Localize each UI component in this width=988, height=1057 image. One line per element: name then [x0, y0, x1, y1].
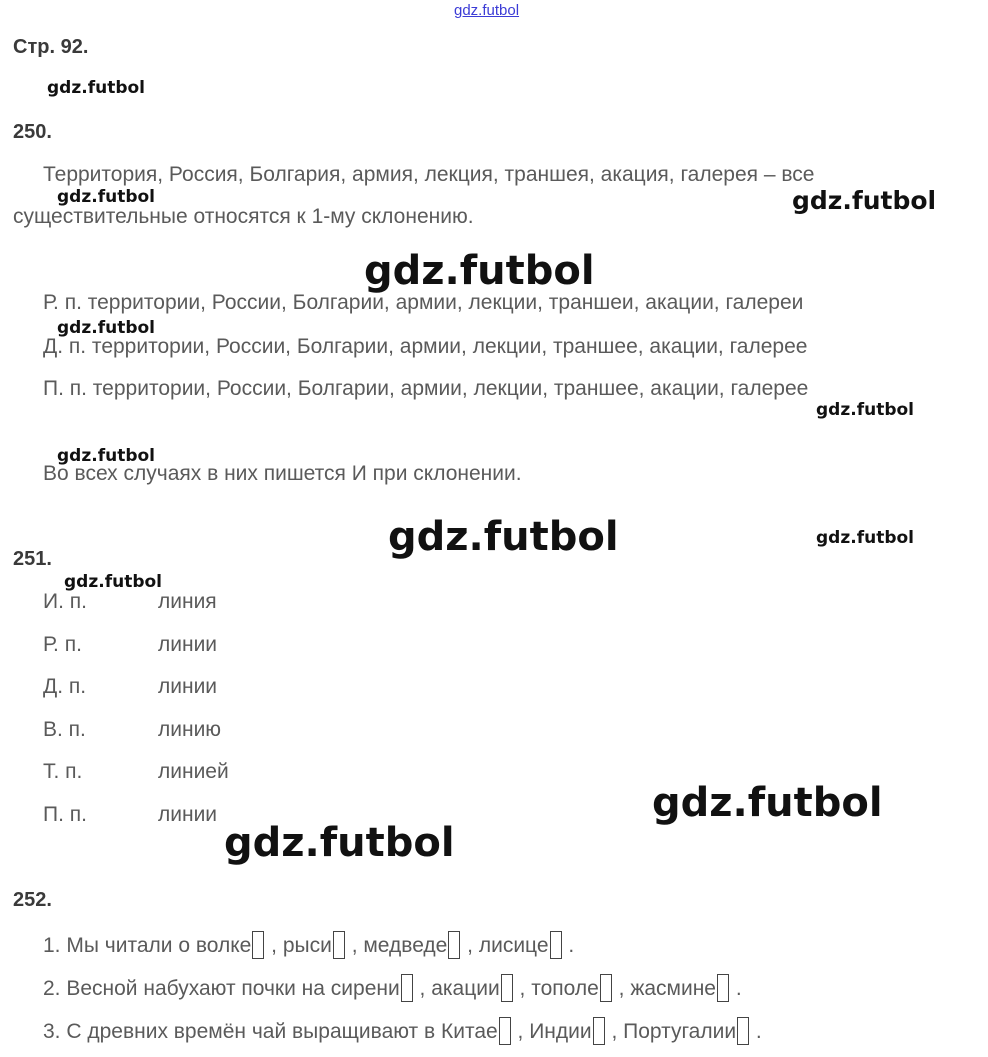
exercise-number: 251.: [13, 548, 52, 570]
answer-box: [737, 1017, 749, 1045]
sentence-text: 2. Весной набухают почки на сирени: [43, 977, 400, 1000]
answer-box: [717, 974, 729, 1002]
sentence: [43, 974, 742, 1002]
watermark: gdz.futbol: [792, 186, 937, 215]
watermark: gdz.futbol: [364, 248, 595, 294]
answer-box: [401, 974, 413, 1002]
exercise-number: 252.: [13, 889, 52, 911]
case-row: Р. п. территории, России, Болгарии, армии, лекции, траншеи, акации, галереи: [43, 291, 804, 314]
case-form: линия: [158, 590, 217, 613]
answer-box: [600, 974, 612, 1002]
watermark: gdz.futbol: [57, 446, 155, 466]
case-form: линией: [158, 760, 229, 783]
sentence-text: .: [750, 1020, 762, 1043]
intro-line: существительные относятся к 1-му склонению.: [13, 205, 474, 228]
sentence-text: , жасмине: [612, 977, 716, 1000]
answer-box: [499, 1017, 511, 1045]
case-form: линии: [158, 803, 218, 826]
sentence-text: , медведе: [345, 934, 448, 957]
watermark: gdz.futbol: [652, 780, 883, 826]
case-form: линии: [158, 675, 218, 698]
watermark: gdz.futbol: [57, 187, 155, 207]
case-row: П. п. территории, России, Болгарии, армии, лекции, траншее, акации, галерее: [43, 377, 809, 400]
sentence-text: , Индии: [511, 1020, 592, 1043]
exercise-number: 250.: [13, 121, 52, 143]
answer-box: [501, 974, 513, 1002]
case-label: В. п.: [43, 718, 86, 741]
watermark: gdz.futbol: [816, 528, 914, 548]
sentence-text: .: [562, 934, 575, 957]
watermark: gdz.futbol: [64, 572, 162, 592]
case-row: Д. п. территории, России, Болгарии, армии, лекции, траншее, акации, галерее: [43, 335, 808, 358]
sentence-text: , акации: [413, 977, 500, 1000]
answer-box: [550, 931, 562, 959]
watermark: gdz.futbol: [47, 78, 145, 98]
case-label: Р. п.: [43, 633, 82, 656]
case-form: линии: [158, 633, 218, 656]
case-form: линию: [158, 718, 222, 741]
sentence-text: 1. Мы читали о волке: [43, 934, 252, 957]
sentence-text: .: [730, 977, 742, 1000]
watermark: gdz.futbol: [57, 318, 155, 338]
intro-line: Территория, Россия, Болгария, армия, лекция, траншея, акация, галерея – все: [43, 163, 815, 186]
sentence-text: , рыси: [265, 934, 332, 957]
case-label: Д. п.: [43, 675, 87, 698]
watermark: gdz.futbol: [224, 820, 455, 866]
case-label: П. п.: [43, 803, 87, 826]
conclusion: Во всех случаях в них пишется И при склонении.: [43, 462, 522, 485]
sentence-text: , Португалии: [605, 1020, 737, 1043]
case-label: Т. п.: [43, 760, 83, 783]
answer-box: [333, 931, 345, 959]
answer-box: [593, 1017, 605, 1045]
answer-box: [252, 931, 264, 959]
sentence: [43, 1017, 762, 1045]
sentence-text: 3. С древних времён чай выращивают в Китае: [43, 1020, 498, 1043]
watermark: gdz.futbol: [816, 400, 914, 420]
sentence-text: , тополе: [513, 977, 599, 1000]
answer-box: [448, 931, 460, 959]
case-label: И. п.: [43, 590, 87, 613]
sentence-text: , лисице: [461, 934, 549, 957]
watermark: gdz.futbol: [388, 514, 619, 560]
sentence: [43, 931, 574, 959]
watermark-top: gdz.futbol: [454, 2, 520, 19]
page-heading: Стр. 92.: [13, 36, 89, 58]
